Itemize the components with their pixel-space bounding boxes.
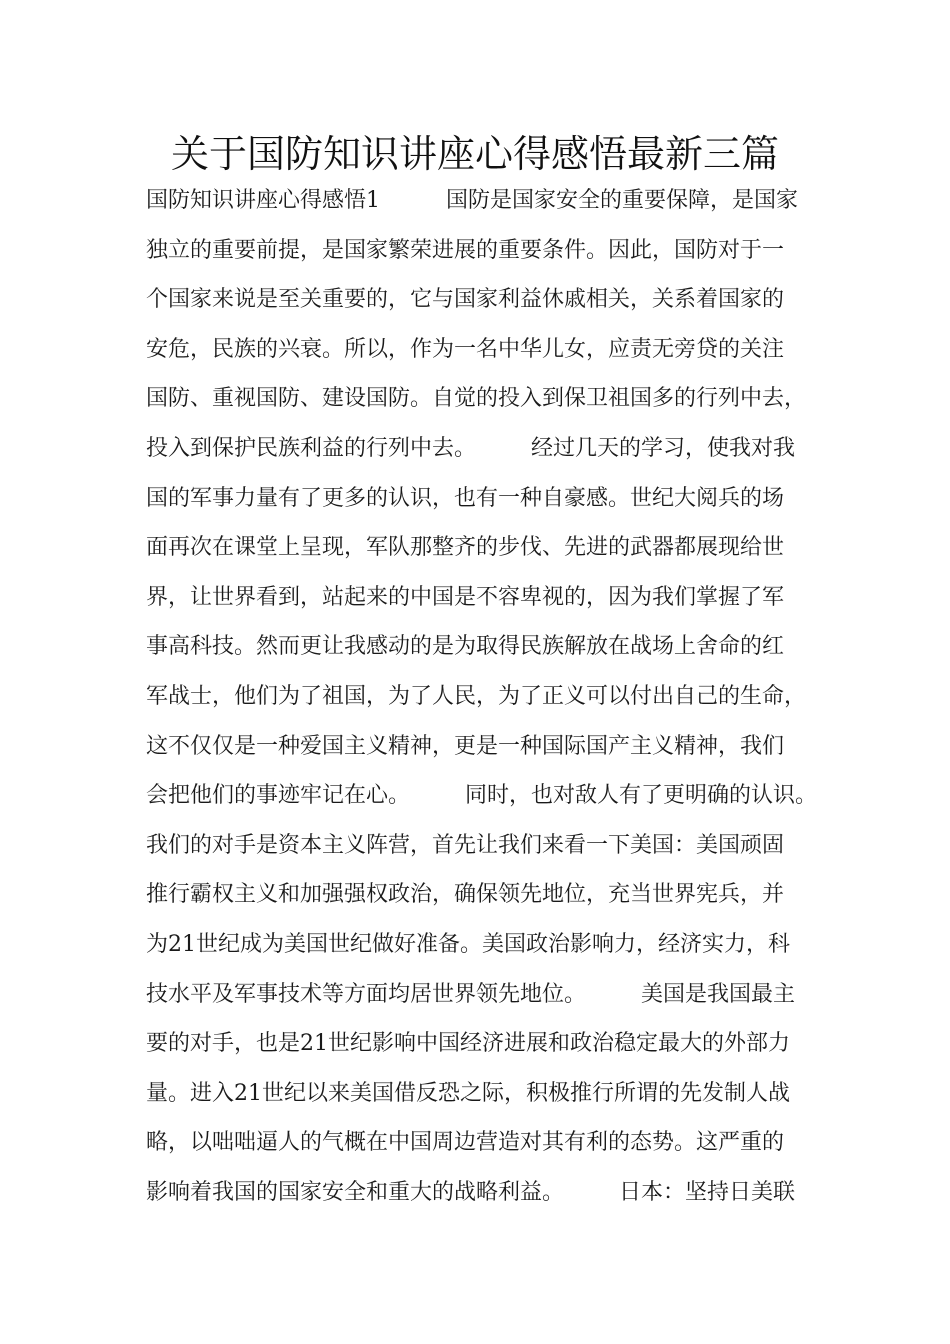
body-line-text: 国防知识讲座心得感悟1 国防是国家安全的重要保障，是国家 — [146, 188, 798, 213]
body-line-text: 这不仅仅是一种爱国主义精神，更是一种国际国产主义精神，我们 — [146, 733, 785, 759]
body-line-text: 军战士，他们为了祖国，为了人民，为了正义可以付出自己的生命， — [146, 683, 807, 709]
document-title: 关于国防知识讲座心得感悟最新三篇 — [170, 132, 779, 176]
body-line-text: 推行霸权主义和加强强权政治，确保领先地位，充当世界宪兵，并 — [146, 882, 785, 908]
body-line-text: 界，让世界看到，站起来的中国是不容卑视的，因为我们掌握了军 — [146, 584, 785, 610]
body-line-text: 要的对手，也是21世纪影响中国经济进展和政治稳定最大的外部力 — [146, 1031, 790, 1057]
body-line — [146, 722, 826, 772]
body-line-text: 个国家来说是至关重要的，它与国家利益休戚相关，关系着国家的 — [146, 287, 785, 313]
body-line — [146, 672, 826, 722]
body-line — [146, 870, 826, 920]
body-line — [146, 622, 826, 672]
body-line — [146, 821, 826, 871]
body-line-text: 会把他们的事迹牢记在心。 同时，也对敌人有了更明确的认识。 — [146, 783, 818, 809]
body-line — [146, 176, 826, 226]
body-line — [146, 1118, 826, 1168]
body-line — [146, 226, 826, 276]
body-line — [146, 424, 826, 474]
body-line-text: 为21世纪成为美国世纪做好准备。美国政治影响力，经济实力，科 — [146, 931, 790, 957]
body-line — [146, 325, 826, 375]
body-line-text: 事高科技。然而更让我感动的是为取得民族解放在战场上舍命的红 — [146, 634, 785, 660]
body-line — [146, 1069, 826, 1119]
body-line — [146, 523, 826, 573]
body-line-text: 独立的重要前提，是国家繁荣进展的重要条件。因此，国防对于一 — [146, 237, 785, 263]
body-line-text: 国防、重视国防、建设国防。自觉的投入到保卫祖国多的行列中去， — [146, 386, 807, 412]
body-line — [146, 275, 826, 325]
body-line-text: 影响着我国的国家安全和重大的战略利益。 日本：坚持日美联 — [146, 1179, 796, 1205]
body-line — [146, 374, 826, 424]
document-body — [146, 176, 826, 1217]
body-line-text: 量。进入21世纪以来美国借反恐之际，积极推行所谓的先发制人战 — [146, 1080, 790, 1106]
body-line — [146, 1168, 826, 1218]
body-line-text: 我们的对手是资本主义阵营，首先让我们来看一下美国：美国顽固 — [146, 832, 785, 858]
body-line-text: 技水平及军事技术等方面均居世界领先地位。 美国是我国最主 — [146, 981, 796, 1007]
body-line-text: 投入到保护民族利益的行列中去。 经过几天的学习，使我对我 — [146, 435, 796, 461]
body-line — [146, 970, 826, 1020]
body-line — [146, 1019, 826, 1069]
body-line — [146, 920, 826, 970]
body-line — [146, 474, 826, 524]
body-line — [146, 573, 826, 623]
body-line — [146, 771, 826, 821]
body-line-text: 面再次在课堂上呈现，军队那整齐的步伐、先进的武器都展现给世 — [146, 535, 785, 561]
body-line-text: 略，以咄咄逼人的气概在中国周边营造对其有利的态势。这严重的 — [146, 1130, 785, 1156]
body-line-text: 安危，民族的兴衰。所以，作为一名中华儿女，应责无旁贷的关注 — [146, 336, 785, 362]
body-line-text: 国的军事力量有了更多的认识，也有一种自豪感。世纪大阅兵的场 — [146, 485, 785, 511]
